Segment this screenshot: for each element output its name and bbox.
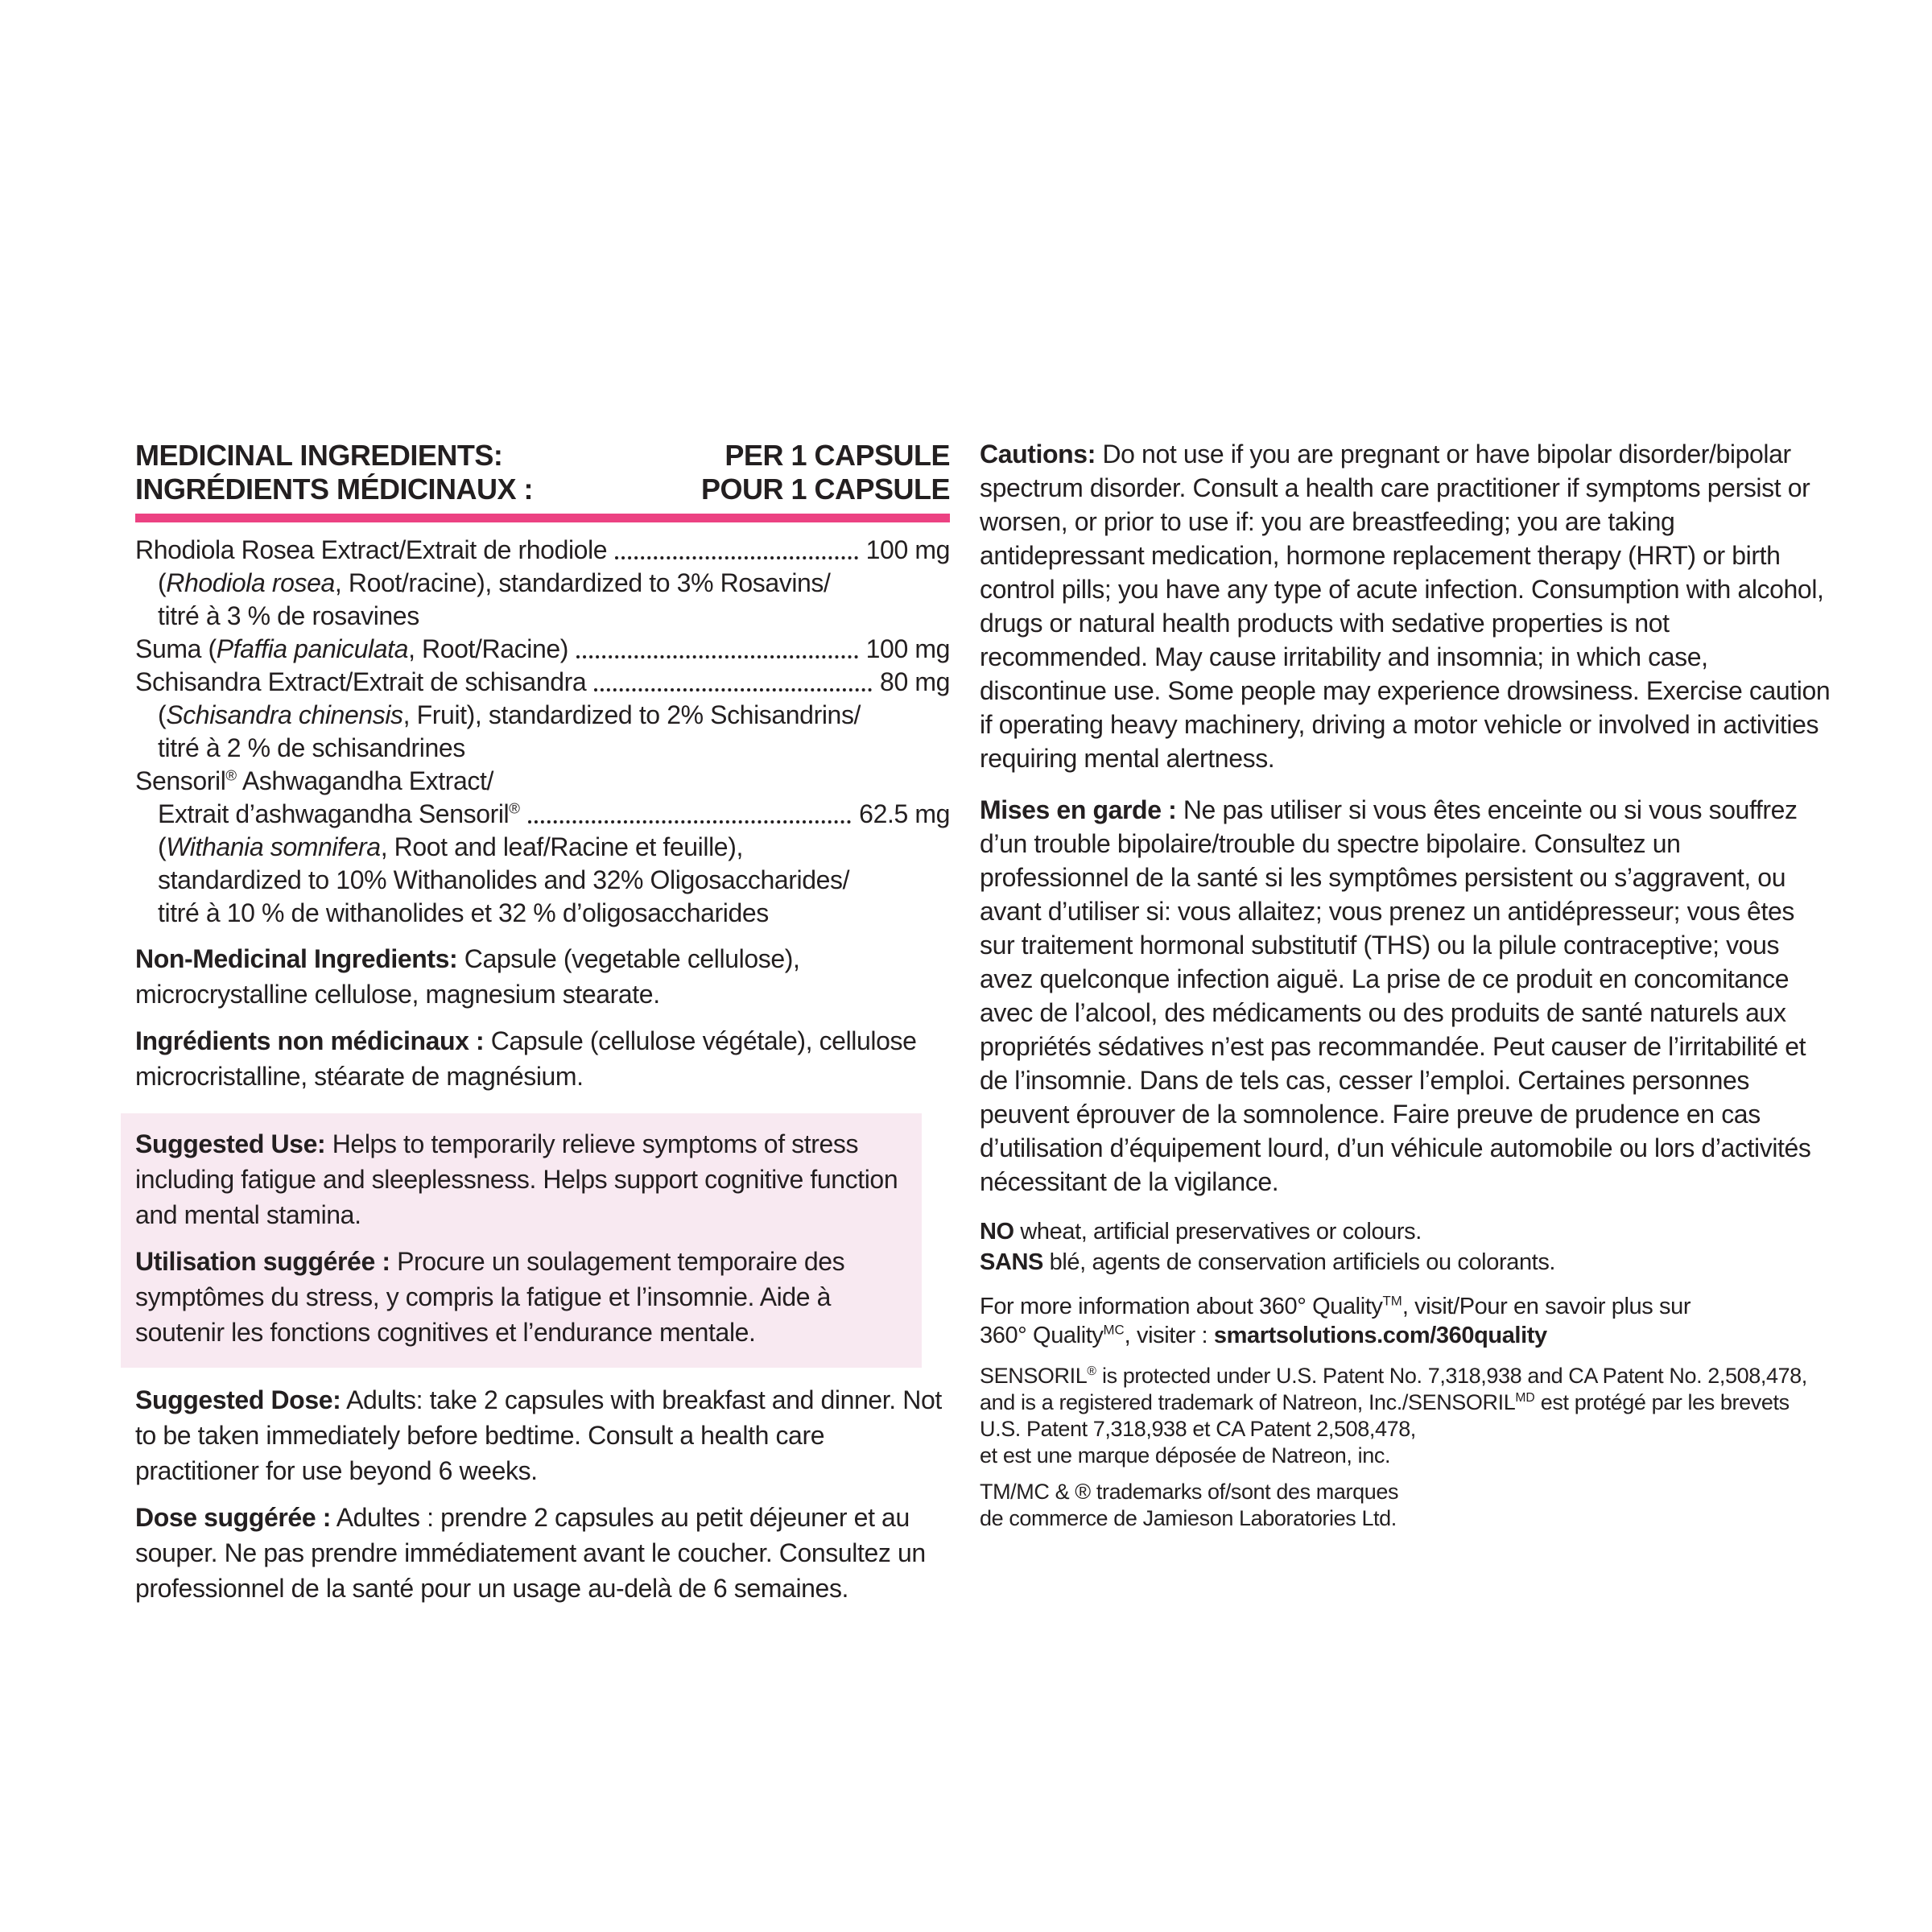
non-medicinal-en-text: Capsule (vegetable cellulose), microcrystalline cellulose, magnesium stearate.: [135, 944, 800, 1009]
sensoril-patent-notice: [980, 1363, 1835, 1469]
dot-leader: [528, 820, 851, 824]
patent-line3: U.S. Patent 7,318,938 et CA Patent 2,508,478,: [980, 1417, 1416, 1441]
sans-label: SANS: [980, 1249, 1043, 1275]
registered-mark: ®: [1087, 1364, 1096, 1378]
ingredient-name: Schisandra Extract/Extrait de schisandra: [135, 667, 587, 696]
medicinal-ingredients-header: [135, 439, 950, 506]
quality-info-line1: [980, 1292, 1835, 1321]
name-pre: Extrait d’ashwagandha Sensoril: [158, 799, 510, 828]
non-medicinal-fr-text: Capsule (cellulose végétale), cellulose microcristalline, stéarate de magnésium.: [135, 1026, 917, 1091]
registered-mark: ®: [225, 766, 237, 784]
suggested-use-fr: [135, 1244, 907, 1350]
suggested-use-fr-label: Utilisation suggérée :: [135, 1247, 390, 1276]
ingredient-amount: 62.5 mg: [859, 799, 950, 828]
right-column: [980, 437, 1835, 1532]
header-per-capsule-fr: POUR 1 CAPSULE: [700, 473, 950, 506]
ingredient-subline: [135, 699, 950, 732]
patent-post: is protected under U.S. Patent No. 7,318,938 and CA Patent No. 2,508,478,: [1096, 1364, 1807, 1388]
patent-line2: [980, 1389, 1835, 1416]
ingredient-name-cont: Ashwagandha Extract/: [237, 766, 494, 795]
no-label: NO: [980, 1219, 1014, 1245]
ingredient-subline: titré à 10 % de withanolides et 32 % d’oligosaccharides: [158, 898, 769, 927]
ingredient-subline: titré à 2 % de schisandrines: [158, 733, 465, 762]
info-mid: , visiter :: [1124, 1323, 1214, 1348]
suggested-use-fr-text: Procure un soulagement temporaire des symptômes du stress, y compris la fatigue et l’insomnie. Aide à soutenir les fonctions cognitives et l’endurance mentale.: [135, 1247, 845, 1347]
header-row-fr: [135, 473, 950, 506]
non-medicinal-fr-label: Ingrédients non médicinaux :: [135, 1026, 485, 1055]
non-medicinal-en: [135, 941, 950, 1012]
suggested-use-en-label: Suggested Use:: [135, 1129, 326, 1158]
ingredient-name: Sensoril: [135, 766, 226, 795]
ingredient-name: [158, 798, 520, 831]
ingredient-amount: 100 mg: [865, 634, 950, 663]
suggested-use-en-text: Helps to temporarily relieve symptoms of stress including fatigue and sleeplessness. Helps support cognitive function and mental stamina.: [135, 1129, 898, 1229]
quality-url: smartsolutions.com/360quality: [1213, 1323, 1547, 1348]
ingredient-row-rhodiola: [135, 534, 950, 567]
dot-leader: [594, 688, 872, 691]
ingredient-subline: [135, 831, 950, 864]
subline-pre: (: [158, 832, 167, 861]
header-title-en: MEDICINAL INGREDIENTS:: [135, 439, 503, 472]
subline-post: , Root/racine), standardized to 3% Rosavins/: [334, 568, 831, 597]
patent-line1: [980, 1363, 1835, 1389]
patent-line4: et est une marque déposée de Natreon, inc.: [980, 1443, 1391, 1468]
ingredient-name: [135, 633, 568, 666]
dot-leader: [576, 655, 858, 658]
name-post: , Root/Racine): [408, 634, 568, 663]
md-mark: MD: [1515, 1391, 1535, 1405]
info-pre-fr: 360° Quality: [980, 1323, 1104, 1348]
header-per-capsule-en: PER 1 CAPSULE: [724, 439, 950, 472]
latin-name: Withania somnifera: [166, 832, 381, 861]
ingredient-amount: 80 mg: [880, 667, 950, 696]
tm-mark: TM: [1382, 1293, 1402, 1309]
subline-pre: (: [158, 700, 167, 729]
trademark-line2: de commerce de Jamieson Laboratories Ltd.: [980, 1506, 1397, 1530]
no-claims-line-fr: [980, 1247, 1835, 1278]
suggested-use-en: [135, 1126, 907, 1232]
ingredient-row-suma: [135, 633, 950, 666]
mc-mark: MC: [1103, 1322, 1125, 1338]
ingredient-row-schisandra: [135, 666, 950, 699]
left-column: [135, 439, 950, 1606]
patent-post: est protégé par les brevets: [1534, 1390, 1790, 1414]
name-pre: Suma (: [135, 634, 217, 663]
trademark-notice: [980, 1479, 1835, 1532]
latin-name: Rhodiola rosea: [166, 568, 335, 597]
patent-pre: SENSORIL: [980, 1364, 1088, 1388]
ingredient-name: Rhodiola Rosea Extract/Extrait de rhodiole: [135, 535, 608, 564]
suggested-dose-fr-text: Adultes : prendre 2 capsules au petit déjeuner et au souper. Ne pas prendre immédiatement avant le coucher. Consultez un professionnel de la santé pour un usage au-delà de 6 semaines.: [135, 1503, 926, 1603]
header-title-fr: INGRÉDIENTS MÉDICINAUX :: [135, 473, 534, 506]
registered-mark: ®: [509, 799, 520, 817]
ingredient-list: [135, 534, 950, 930]
sans-text: blé, agents de conservation artificiels ou colorants.: [1042, 1249, 1556, 1275]
patent-pre: and is a registered trademark of Natreon, Inc./SENSORIL: [980, 1390, 1516, 1414]
header-row-en: [135, 439, 950, 473]
suggested-dose-en-text: Adults: take 2 capsules with breakfast and dinner. Not to be taken immediately before bedtime. Consult a health care practitioner for use beyond 6 weeks.: [135, 1385, 942, 1485]
ingredient-subline: [135, 567, 950, 600]
dot-leader: [615, 556, 857, 559]
mises-en-garde-paragraph: [980, 793, 1835, 1199]
ingredient-row-sensoril-line2: [135, 798, 950, 831]
suggested-use-highlight-box: [121, 1113, 922, 1368]
non-medicinal-en-label: Non-Medicinal Ingredients:: [135, 944, 458, 973]
non-medicinal-fr: [135, 1023, 950, 1094]
ingredient-subline: titré à 3 % de rosavines: [158, 601, 419, 630]
no-text: wheat, artificial preservatives or colours.: [1013, 1219, 1422, 1245]
quality-info-line2: [980, 1321, 1835, 1350]
suggested-dose-en-label: Suggested Dose:: [135, 1385, 341, 1414]
subline-post: , Root and leaf/Racine et feuille),: [380, 832, 743, 861]
ingredient-subline: standardized to 10% Withanolides and 32% Oligosaccharides/: [158, 865, 850, 894]
latin-name: Pfaffia paniculata: [216, 634, 409, 663]
ingredient-row-sensoril-line1: [135, 765, 950, 798]
suggested-dose-en: [135, 1382, 950, 1488]
mises-en-garde-label: Mises en garde :: [980, 795, 1177, 824]
no-claims-line-en: [980, 1216, 1835, 1247]
cautions-label: Cautions:: [980, 440, 1096, 469]
info-post: , visit/Pour en savoir plus sur: [1402, 1294, 1691, 1319]
info-pre: For more information about 360° Quality: [980, 1294, 1383, 1319]
pink-divider-rule: [135, 514, 950, 522]
cautions-text: Do not use if you are pregnant or have bipolar disorder/bipolar spectrum disorder. Consult a health care practitioner if symptoms persist or worsen, or prior to use if: you are breastfeeding; you are taking antidepressant medication, hormone replacement therapy (HRT) or birth control pills; you have any type of acute infection. Consumption with alcohol, drugs or natural health products with sedative properties is not recommended. May cause irritability and insomnia; in which case, discontinue use. Some people may experience drowsiness. Exercise caution if operating heavy machinery, driving a motor vehicle or involved in activities requiring mental alertness.: [980, 440, 1831, 773]
ingredient-amount: 100 mg: [865, 535, 950, 564]
latin-name: Schisandra chinensis: [166, 700, 403, 729]
suggested-dose-fr-label: Dose suggérée :: [135, 1503, 331, 1532]
cautions-paragraph: [980, 437, 1835, 775]
subline-pre: (: [158, 568, 167, 597]
suggested-dose-fr: [135, 1500, 950, 1606]
mises-en-garde-text: Ne pas utiliser si vous êtes enceinte ou si vous souffrez d’un trouble bipolaire/trouble du spectre bipolaire. Consultez un professionnel de la santé si les symptômes persistent ou s’aggravent, ou avant d’utiliser si: vous allaitez; vous prenez un antidépresseur; vous êtes sur traitement hormonal substitutif (THS) ou la pilule contraceptive; vous avez quelconque infection aiguë. La prise de ce produit en concomitance avec de l’alcool, des médicaments ou des produits de santé naturels aux propriétés sédatives n’est pas recommandée. Peut causer de l’irritabilité et de l’insomnie. Dans de tels cas, cesser l’emploi. Certaines personnes peuvent éprouver de la somnolence. Faire preuve de prudence en cas d’utilisation d’équipement lourd, d’un véhicule automobile ou lors d’activités nécessitant de la vigilance.: [980, 795, 1811, 1196]
quality-info: [980, 1292, 1835, 1350]
trademark-line1: TM/MC & ® trademarks of/sont des marques: [980, 1480, 1399, 1504]
subline-post: , Fruit), standardized to 2% Schisandrins/: [402, 700, 861, 729]
